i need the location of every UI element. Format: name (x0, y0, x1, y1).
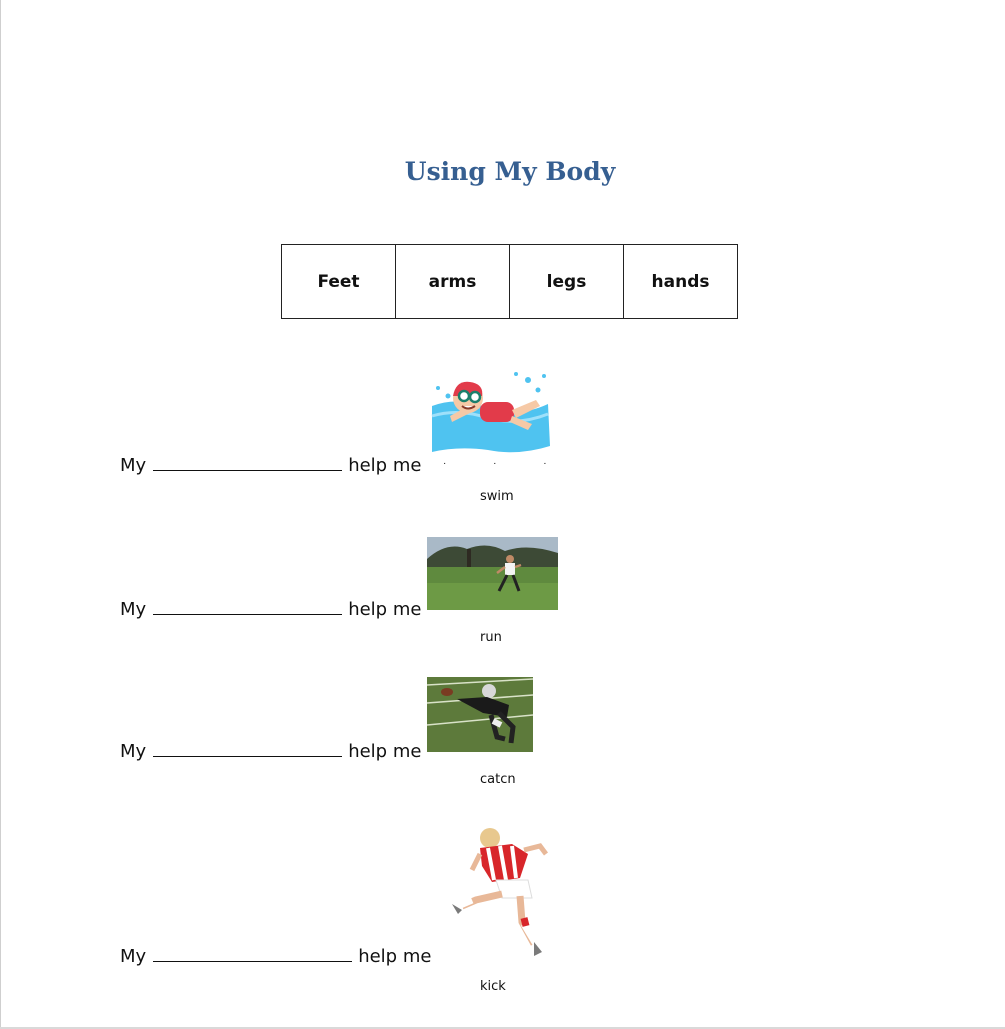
sentence-row (120, 946, 431, 967)
page-left-border (0, 0, 1, 1029)
sentence-prefix: My (120, 946, 147, 967)
word-bank-cell: Feet (282, 245, 396, 319)
word-bank-table (281, 244, 738, 319)
sentence-row (120, 741, 421, 762)
sentence-row (120, 455, 421, 476)
word-bank-cell: legs (510, 245, 624, 319)
word-bank-cell: arms (396, 245, 510, 319)
sentence-prefix: My (120, 741, 147, 762)
sentence-prefix: My (120, 455, 147, 476)
sentence-row (120, 599, 421, 620)
answer-blank[interactable] (153, 947, 352, 962)
image-caption: run (480, 630, 502, 645)
sentence-suffix: help me (358, 946, 432, 967)
answer-blank[interactable] (153, 456, 342, 471)
page-title: Using My Body (404, 157, 616, 186)
answer-blank[interactable] (153, 600, 342, 615)
image-caption: catcn (480, 772, 516, 787)
answer-blank[interactable] (153, 742, 342, 757)
sentence-suffix: help me (348, 455, 422, 476)
football-catch-image (427, 677, 533, 752)
sentence-suffix: help me (348, 741, 422, 762)
decorative-dots: · · · (443, 458, 569, 469)
sentence-suffix: help me (348, 599, 422, 620)
image-caption: kick (480, 979, 506, 994)
runner-image (427, 537, 558, 610)
soccer-kick-image (436, 826, 580, 962)
sentence-prefix: My (120, 599, 147, 620)
image-caption: swim (480, 489, 514, 504)
swimmer-image (428, 366, 552, 454)
word-bank-cell: hands (624, 245, 738, 319)
